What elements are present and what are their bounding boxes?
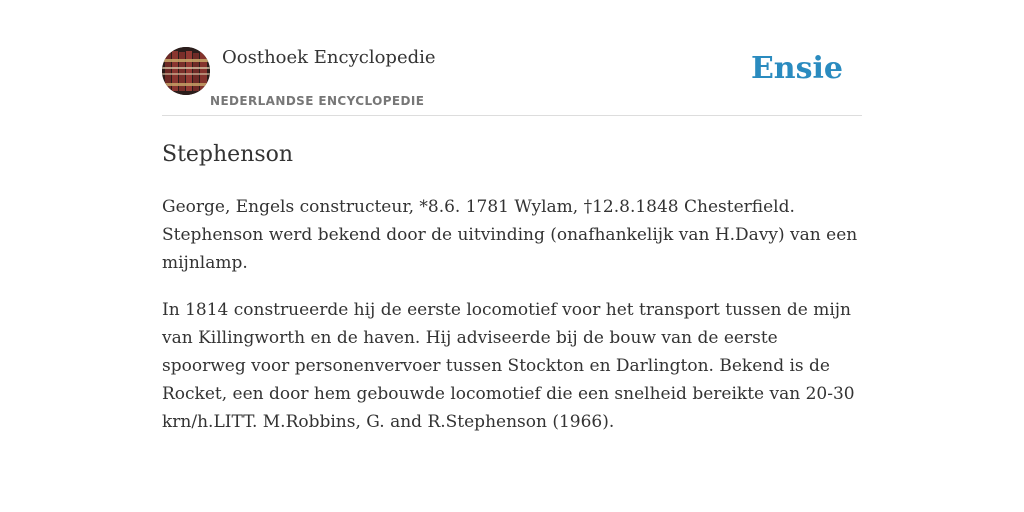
site-header [162,46,862,116]
article-paragraph: In 1814 construeerde hij de eerste locomotief voor het transport tussen de mijn van Killingworth en de haven. Hij adviseerde bij de bouw van de eerste spoorweg voor personenvervoer tussen Stockton en Darlington. Bekend is de Rocket, een door hem gebouwde locomotief die een snelheid bereikte van 20-30 krn/h.LITT. M.Robbins, G. and R.Stephenson (1966). [162,300,855,432]
article-paragraph: George, Engels constructeur, *8.6. 1781 Wylam, †12.8.1848 Chesterfield. Stephenson werd bekend door de uitvinding (onafhankelijk van H.Davy) van een mijnlamp. [162,197,858,273]
encyclopedia-books-icon[interactable] [162,47,210,95]
article-title: Stephenson [162,142,294,167]
site-subtitle: NEDERLANDSE ENCYCLOPEDIE [210,94,425,108]
article [162,140,862,436]
site-title[interactable]: Oosthoek Encyclopedie [222,47,436,68]
brand-logo-link[interactable]: Ensie [750,51,843,86]
